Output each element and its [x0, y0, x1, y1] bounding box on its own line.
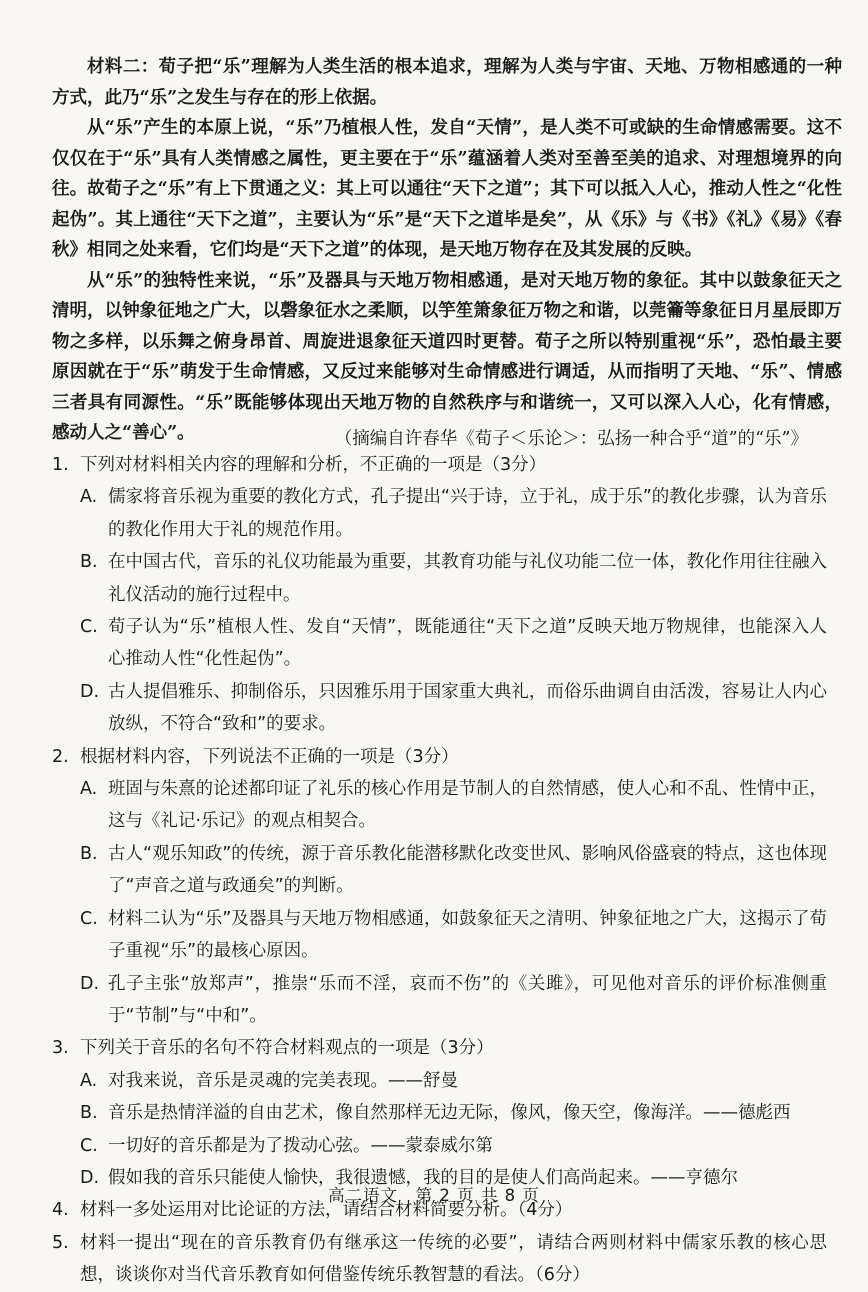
- option-text: 一切好的音乐都是为了拨动心弦。——蒙泰威尔第: [108, 1135, 493, 1156]
- question-stem: 材料一提出“现在的音乐教育仍有继承这一传统的必要”，请结合两则材料中儒家乐教的核心思想，谈谈你对当代音乐教育如何借鉴传统乐教智慧的看法。（6分）: [80, 1232, 827, 1286]
- question-1: [52, 449, 827, 741]
- option-letter: C.: [80, 1135, 98, 1156]
- option-letter: D.: [80, 1167, 100, 1188]
- option-text: 古人“观乐知政”的传统，源于音乐教化能潜移默化改变世风、影响风俗盛衰的特点，这也体现了“声音之道与政通矣”的判断。: [108, 843, 827, 897]
- option-letter: B.: [80, 1103, 98, 1124]
- option-text: 音乐是热情洋溢的自由艺术，像自然那样无边无际，像风，像天空，像海洋。——德彪西: [108, 1103, 791, 1124]
- option-d: [52, 676, 827, 741]
- option-c: [52, 903, 827, 968]
- option-a: [52, 481, 827, 546]
- option-letter: C.: [80, 617, 98, 638]
- material-two: [52, 52, 842, 449]
- material-paragraph: 从“乐”的独特性来说，“乐”及器具与天地万物相感通，是对天地万物的象征。其中以鼓象征天之清明，以钟象征地之广大，以磬象征水之柔顺，以竽笙箫象征万物之和谐，以莞籥等象征日月星辰即万物之多样，以乐舞之俯身昂首、周旋进退象征天道四时更替。荀子之所以特别重视“乐”，恐怕最主要原因就在于“乐”萌发于生命情感，又反过来能够对生命情感进行调适，从而指明了天地、“乐”、情感三者具有同源性。“乐”既能够体现出天地万物的自然秩序与和谐统一，又可以深入人心，化有情感，感动人之“善心”。: [52, 270, 842, 443]
- option-text: 儒家将音乐视为重要的教化方式，孔子提出“兴于诗，立于礼，成于乐”的教化步骤，认为音乐的教化作用大于礼的规范作用。: [108, 487, 827, 540]
- option-b: [52, 838, 827, 903]
- question-stem: 材料一多处运用对比论证的方法，请结合材料简要分析。（4分）: [80, 1200, 573, 1221]
- option-letter: D.: [80, 973, 100, 994]
- option-letter: A.: [80, 1070, 98, 1091]
- question-stem: 下列对材料相关内容的理解和分析，不正确的一项是（3分）: [80, 455, 547, 475]
- question-number: 2.: [52, 746, 69, 767]
- question-3: [52, 1032, 827, 1194]
- option-letter: B.: [80, 843, 98, 864]
- option-c: [52, 1130, 827, 1162]
- option-text: 材料二认为“乐”及器具与天地万物相感通，如鼓象征天之清明、钟象征地之广大，这揭示了荀子重视“乐”的最核心原因。: [108, 908, 827, 962]
- question-number: 5.: [52, 1232, 69, 1253]
- question-5: [52, 1227, 827, 1292]
- material-source: （摘编自许春华《荀子＜乐论＞：弘扬一种合乎“道”的“乐”》: [334, 429, 808, 449]
- option-text: 班固与朱熹的论述都印证了礼乐的核心作用是节制人的自然情感，使人心和不乱、性情中正，这与《礼记·乐记》的观点相契合。: [108, 779, 827, 832]
- option-letter: C.: [80, 908, 98, 929]
- material-paragraph: 从“乐”产生的本原上说，“乐”乃植根人性，发自“天情”，是人类不可或缺的生命情感需要。这不仅仅在于“乐”具有人类情感之属性，更主要在于“乐”蕴涵着人类对至善至美的追求、对理想境界的向往。故荀子之“乐”有上下贯通之义：其上可以通往“天下之道”；其下可以抵入人心，推动人性之“化性起伪”。其上通往“天下之道”，主要认为“乐”是“天下之道毕是矣”，从《乐》与《书》《礼》《易》《春秋》相同之处来看，它们均是“天下之道”的体现，是天地万物存在及其发展的反映。: [52, 118, 842, 260]
- option-text: 在中国古代，音乐的礼仪功能最为重要，其教育功能与礼仪功能二位一体，教化作用往往融入礼仪活动的施行过程中。: [108, 552, 827, 605]
- option-letter: D.: [80, 681, 100, 702]
- question-list: [52, 449, 827, 1292]
- page-footer: 高二语文 第 2 页 共 8 页: [328, 1186, 540, 1205]
- option-text: 孔子主张“放郑声”，推崇“乐而不淫，哀而不伤”的《关雎》，可见他对音乐的评价标准侧重于“节制”与“中和”。: [108, 973, 827, 1026]
- option-letter: B.: [80, 552, 98, 573]
- question-number: 1.: [52, 455, 69, 475]
- option-letter: A.: [80, 779, 98, 800]
- option-b: [52, 546, 827, 611]
- option-text: 古人提倡雅乐、抑制俗乐，只因雅乐用于国家重大典礼，而俗乐曲调自由活泼，容易让人内心放纵，不符合“致和”的要求。: [108, 681, 827, 735]
- question-2: [52, 741, 827, 1033]
- question-stem: 下列关于音乐的名句不符合材料观点的一项是（3分）: [80, 1038, 494, 1059]
- option-text: 假如我的音乐只能使人愉快，我很遗憾，我的目的是使人们高尚起来。——亨德尔: [108, 1167, 738, 1188]
- question-stem: 根据材料内容，下列说法不正确的一项是（3分）: [80, 746, 459, 767]
- question-number: 4.: [52, 1200, 69, 1221]
- option-a: [52, 773, 827, 838]
- option-a: [52, 1065, 827, 1097]
- option-b: [52, 1097, 827, 1129]
- option-letter: A.: [80, 487, 98, 508]
- option-text: 对我来说，音乐是灵魂的完美表现。——舒曼: [108, 1070, 458, 1091]
- option-text: 荀子认为“乐”植根人性、发自“天情”，既能通往“天下之道”反映天地万物规律，也能深入人心推动人性“化性起伪”。: [108, 617, 827, 670]
- option-c: [52, 611, 827, 676]
- material-paragraph: 材料二：荀子把“乐”理解为人类生活的根本追求，理解为人类与宇宙、天地、万物相感通的一种方式，此乃“乐”之发生与存在的形上依据。: [52, 57, 842, 108]
- question-number: 3.: [52, 1038, 69, 1059]
- option-d: [52, 968, 827, 1033]
